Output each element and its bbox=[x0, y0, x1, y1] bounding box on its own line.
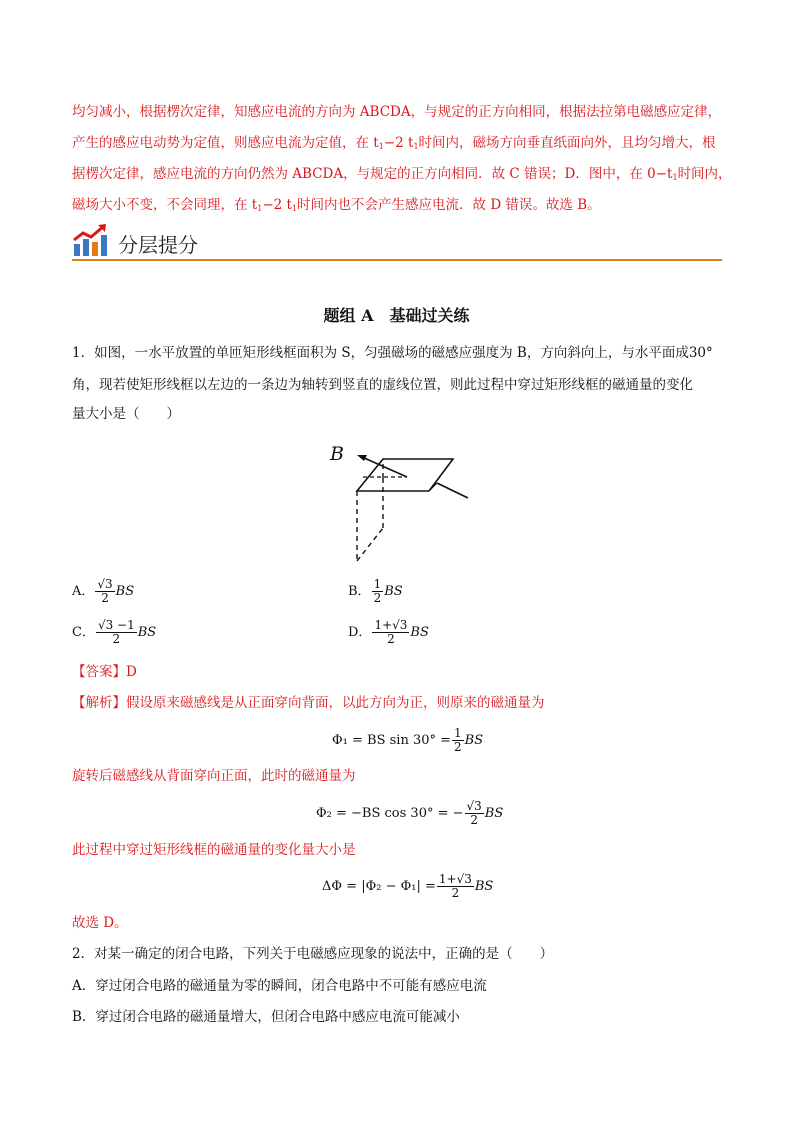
q1-figure bbox=[325, 440, 485, 570]
q1-option-d[interactable]: D． $\frac{1+√3}{2}$ BS bbox=[348, 618, 429, 646]
q2-option-b[interactable]: B．穿过闭合电路的磁通量增大，但闭合电路中感应电流可能减小 bbox=[72, 1009, 460, 1025]
group-title: 题组 A 基础过关练 bbox=[323, 306, 470, 325]
q1-stem-line-2: 角，现若使矩形线框以左边的一条边为轴转到竖直的虚线位置，则此过程中穿过矩形线框的磁通量的变化 bbox=[72, 377, 693, 393]
q1-analysis: 【解析】假设原来磁感线是从正面穿向背面，以此方向为正，则原来的磁通量为 bbox=[72, 695, 545, 711]
prev-explanation-line-2: 产生的感应电动势为定值，则感应电流为定值，在 $t_1-2$ $t_1$时间内，磁场方向垂直纸面向外，且均匀增大，根 bbox=[72, 135, 716, 151]
chart-growth-icon bbox=[72, 222, 108, 258]
equation-3: ΔΦ = |Φ₂ − Φ₁| = $\frac{1+√3}{2}$ BS bbox=[322, 872, 494, 900]
prev-explanation-line-3: 据楞次定律，感应电流的方向仍然为 ABCDA，与规定的正方向相同．故 C 错误；D．图中，在 $0-t_1$时间内， bbox=[72, 166, 732, 182]
prev-explanation-line-4: 磁场大小不变，不会同理，在 $t_1-2$ $t_1$时间内也不会产生感应电流．故 D 错误。故选 B。 bbox=[72, 197, 601, 213]
section-divider bbox=[72, 259, 722, 261]
equation-1: Φ₁ = BS sin 30° = $\frac{1}{2}$ BS bbox=[332, 726, 484, 754]
equation-2: Φ₂ = −BS cos 30° = − $\frac{√3}{2}$ BS bbox=[316, 799, 504, 827]
section-title: 分层提分 bbox=[118, 233, 198, 257]
q1-option-b[interactable]: B． $\frac{1}{2}$ BS bbox=[348, 577, 403, 605]
q1-answer: 【答案】D bbox=[72, 664, 137, 680]
q1-option-a[interactable]: A． $\frac{√3}{2}$ BS bbox=[72, 577, 135, 605]
q1-stem-line-1: 1．如图，一水平放置的单匝矩形线框面积为 S，匀强磁场的磁感应强度为 B，方向斜向上，与水平面成30° bbox=[72, 345, 713, 361]
q1-change-text: 此过程中穿过矩形线框的磁通量的变化量大小是 bbox=[72, 842, 356, 858]
prev-explanation-line-1: 均匀减小，根据楞次定律，知感应电流的方向为 ABCDA，与规定的正方向相同，根据法拉第电磁感应定律， bbox=[72, 104, 722, 120]
figure-label-b: B bbox=[330, 443, 344, 465]
q1-option-c[interactable]: C． $\frac{√3 -1}{2}$ BS bbox=[72, 618, 157, 646]
q2-stem: 2．对某一确定的闭合电路，下列关于电磁感应现象的说法中，正确的是（ ） bbox=[72, 946, 554, 962]
q1-conclusion: 故选 D。 bbox=[72, 915, 128, 931]
q1-stem-line-3: 量大小是（ ） bbox=[72, 406, 180, 422]
q1-after-rotate: 旋转后磁感线从背面穿向正面，此时的磁通量为 bbox=[72, 768, 356, 784]
q2-option-a[interactable]: A．穿过闭合电路的磁通量为零的瞬间，闭合电路中不可能有感应电流 bbox=[72, 978, 487, 994]
